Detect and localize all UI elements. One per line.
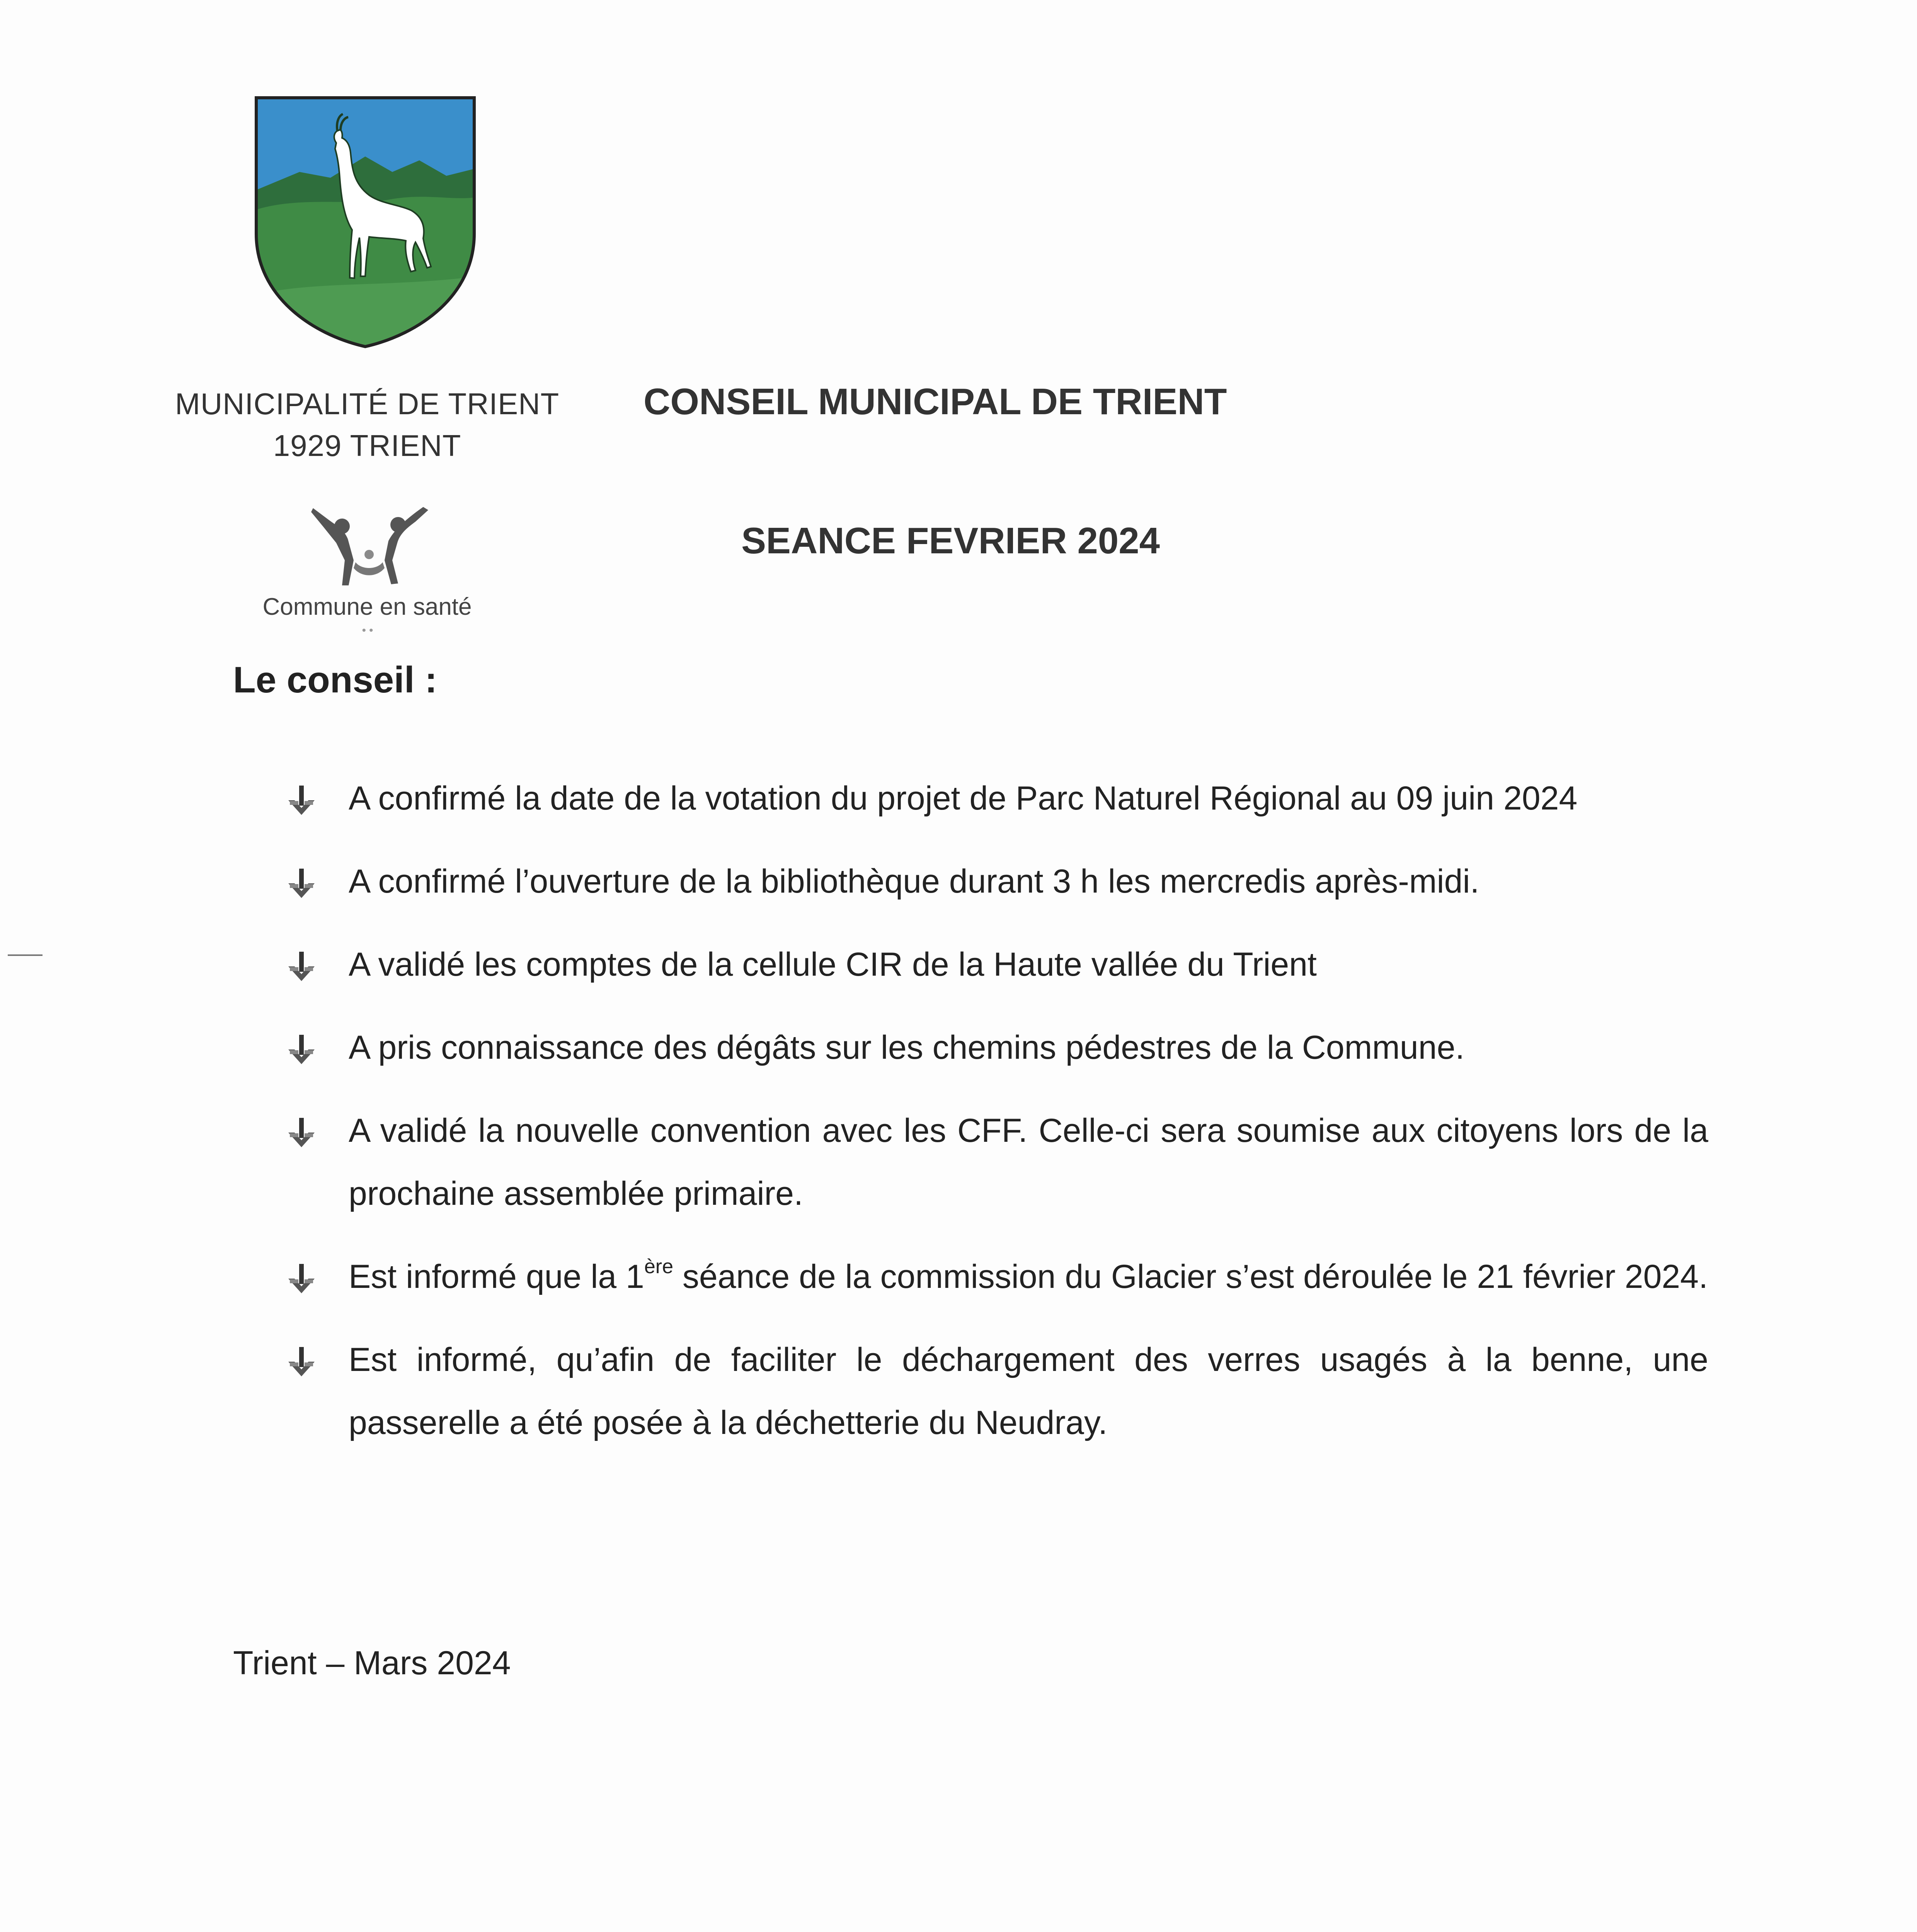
- decision-item: [286, 1016, 1708, 1079]
- council-heading: Le conseil :: [233, 659, 438, 701]
- decisions-list: [286, 767, 1708, 1475]
- fold-mark: [8, 954, 43, 956]
- municipal-crest-logo: [253, 95, 477, 350]
- decision-item: [286, 1245, 1708, 1308]
- decision-text: A validé les comptes de la cellule CIR de la Haute vallée du Trient: [349, 946, 1317, 983]
- decision-item: [286, 1328, 1708, 1454]
- decision-item: [286, 1099, 1708, 1225]
- decision-text-after: séance de la commission du Glacier s’est déroulée le 21 février 2024.: [673, 1258, 1708, 1295]
- decision-item: [286, 850, 1708, 913]
- decision-text: Est informé, qu’afin de faciliter le déchargement des verres usagés à la benne, une passerelle a été posée à la déchetterie du Neudray.: [349, 1341, 1708, 1441]
- council-title: CONSEIL MUNICIPAL DE TRIENT: [644, 381, 1227, 422]
- bullet-arrow-icon: [286, 1346, 317, 1377]
- bullet-arrow-icon: [286, 1263, 317, 1294]
- logo-dots: ••: [362, 624, 376, 637]
- ordinal-superscript: ère: [644, 1255, 674, 1278]
- decision-item: [286, 767, 1708, 830]
- bullet-arrow-icon: [286, 951, 317, 982]
- decision-item: [286, 933, 1708, 996]
- decision-text: A pris connaissance des dégâts sur les chemins pédestres de la Commune.: [349, 1029, 1465, 1066]
- municipality-zip: 1929 TRIENT: [273, 429, 461, 463]
- bullet-arrow-icon: [286, 1117, 317, 1148]
- decision-text: A confirmé l’ouverture de la bibliothèque durant 3 h les mercredis après-midi.: [349, 863, 1479, 900]
- bullet-arrow-icon: [286, 868, 317, 899]
- decision-text: A validé la nouvelle convention avec les CFF. Celle-ci sera soumise aux citoyens lors de la prochaine assemblée primaire.: [349, 1112, 1708, 1212]
- bullet-arrow-icon: [286, 1034, 317, 1065]
- closing-place-date: Trient – Mars 2024: [233, 1645, 511, 1682]
- session-title: SEANCE FEVRIER 2024: [741, 520, 1160, 561]
- bullet-arrow-icon: [286, 785, 317, 816]
- decision-text: A confirmé la date de la votation du projet de Parc Naturel Régional au 09 juin 2024: [349, 780, 1578, 817]
- two-people-icon: [311, 507, 428, 585]
- commune-en-sante-label: Commune en santé: [262, 594, 472, 620]
- decision-text-before: Est informé que la 1: [349, 1258, 644, 1295]
- commune-en-sante-logo: [305, 506, 433, 603]
- municipality-name: MUNICIPALITÉ DE TRIENT: [175, 387, 560, 421]
